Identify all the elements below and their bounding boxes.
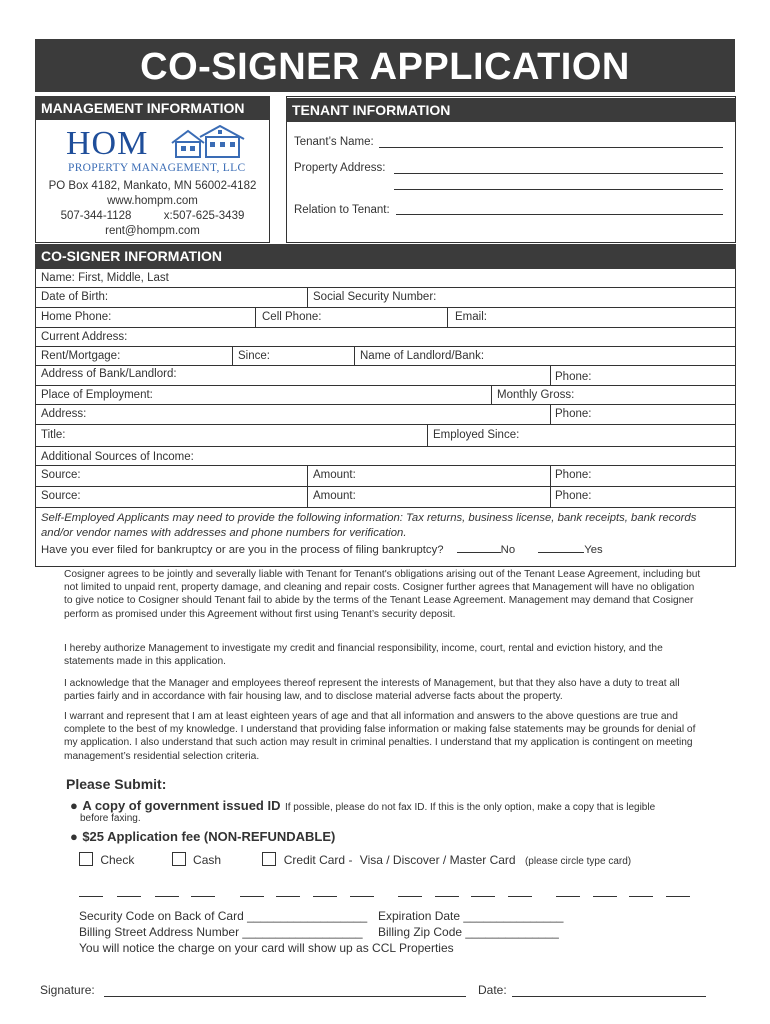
cash-checkbox[interactable] (172, 852, 186, 866)
expiration-field[interactable]: Expiration Date _______________ (378, 909, 564, 923)
source-1-label: Source: (41, 469, 81, 481)
cosigner-row-name[interactable] (35, 269, 736, 288)
cosigner-row-employer-address[interactable] (35, 405, 736, 425)
house-logo-icon (170, 125, 246, 159)
source-1-phone-label: Phone: (555, 469, 592, 481)
date-label: Date: (478, 983, 507, 997)
tenant-name-label: Tenant’s Name: (294, 136, 374, 148)
submit-item-id (70, 797, 720, 815)
card-circle-note: (please circle type card) (524, 856, 632, 867)
employed-since-label: Employed Since: (433, 429, 520, 441)
relation-field[interactable] (396, 214, 723, 215)
cosigner-row-additional-income[interactable] (35, 447, 736, 466)
date-field[interactable] (512, 996, 706, 997)
amount-2-label: Amount: (313, 490, 356, 502)
check-label: Check (100, 853, 135, 867)
employer-phone-label: Phone: (555, 408, 592, 420)
employer-address-label: Address: (41, 408, 87, 420)
company-logo (66, 125, 256, 175)
email-label: Email: (455, 311, 487, 323)
management-phones (35, 209, 270, 224)
page-title: CO-SIGNER APPLICATION (35, 39, 735, 92)
cosigner-row-dob[interactable] (35, 288, 736, 308)
home-phone-label: Home Phone: (41, 311, 112, 323)
tenant-name-field[interactable] (379, 147, 723, 148)
management-address: PO Box 4182, Mankato, MN 56002-4182 (48, 180, 257, 192)
employer-phone-divider (35, 405, 551, 424)
terms-paragraph-2: I hereby authorize Management to investigate my credit and financial responsibility, income, court, rental and eviction history, and the statements made in this application. (64, 643, 663, 668)
since-label: Since: (238, 350, 270, 362)
cash-label: Cash (193, 853, 222, 867)
tenant-heading: TENANT INFORMATION (286, 98, 736, 122)
security-code-field[interactable]: Security Code on Back of Card __________________ (79, 909, 368, 923)
submit-id-note: If possible, please do not fax ID. If this is the only option, make a copy that is legible (284, 802, 656, 813)
billing-zip-field[interactable]: Billing Zip Code ______________ (378, 925, 559, 939)
name-label: Name: First, Middle, Last (41, 272, 169, 284)
bankruptcy-no-blank[interactable] (457, 551, 501, 553)
ssn-label: Social Security Number: (313, 291, 437, 303)
landlord-phone-label: Phone: (555, 371, 592, 383)
property-address-label: Property Address: (294, 162, 386, 174)
cosigner-row-source-1[interactable] (35, 466, 736, 487)
management-heading: MANAGEMENT INFORMATION (35, 96, 270, 120)
amount-2-divider (35, 487, 551, 507)
landlord-phone-divider (35, 366, 551, 385)
cosigner-row-landlord-address[interactable] (35, 366, 736, 386)
cosigner-row-title[interactable] (35, 425, 736, 447)
management-website: www.hompm.com (107, 195, 198, 207)
submit-fee-label: $25 Application fee (NON-REFUNDABLE) (82, 829, 336, 844)
card-types[interactable]: Visa / Discover / Master Card (359, 853, 516, 867)
card-number-field[interactable] (79, 892, 699, 898)
bankruptcy-yes-label: Yes (584, 544, 603, 556)
cosigner-row-rent[interactable] (35, 347, 736, 366)
rent-mortgage-label: Rent/Mortgage: (41, 350, 121, 362)
cosigner-heading: CO-SIGNER INFORMATION (35, 244, 736, 269)
management-fax: x:507-625-3439 (163, 210, 245, 222)
property-address-field[interactable] (394, 173, 723, 174)
management-contact (35, 179, 270, 239)
management-email: rent@hompm.com (105, 225, 200, 237)
charge-note: You will notice the charge on your card will show up as CCL Properties (79, 941, 454, 955)
property-address-field-2[interactable] (394, 189, 723, 190)
bankruptcy-question (41, 544, 603, 556)
employment-divider (35, 386, 492, 404)
since-divider (35, 347, 355, 365)
bankruptcy-yes-blank[interactable] (538, 551, 584, 553)
terms-paragraph-3: I acknowledge that the Manager and employees thereof represent the interests of Management, but that they also have a duty to treat all parties fairly and in accordance with fair housing law, and to disclose material adverse facts about the property. (64, 678, 680, 703)
source-2-label: Source: (41, 490, 81, 502)
cosigner-row-phones[interactable] (35, 308, 736, 328)
amount-1-divider (35, 466, 551, 486)
submit-id-label: A copy of government issued ID (82, 798, 281, 813)
bullet-icon: ● (70, 829, 78, 844)
management-phone: 507-344-1128 (60, 210, 132, 222)
employment-label: Place of Employment: (41, 389, 153, 401)
logo-subtext: PROPERTY MANAGEMENT, LLC (68, 162, 246, 174)
submit-item-fee (70, 828, 335, 846)
check-checkbox[interactable] (79, 852, 93, 866)
submit-id-note-2: before faxing. (80, 813, 141, 824)
amount-1-label: Amount: (313, 469, 356, 481)
cosigner-row-current-address[interactable] (35, 328, 736, 347)
additional-income-label: Additional Sources of Income: (41, 451, 194, 463)
title-divider (35, 425, 428, 446)
landlord-address-label: Address of Bank/Landlord: (41, 368, 177, 380)
cosigner-row-employment[interactable] (35, 386, 736, 405)
relation-label: Relation to Tenant: (294, 204, 390, 216)
dob-label: Date of Birth: (41, 291, 109, 303)
cosigner-row-source-2[interactable] (35, 487, 736, 508)
dob-cell-divider (35, 288, 308, 307)
bullet-icon: ● (70, 798, 78, 813)
logo-text: HOM (66, 125, 149, 162)
signature-field[interactable] (104, 996, 466, 997)
monthly-gross-label: Monthly Gross: (497, 389, 575, 401)
bankruptcy-no-label: No (500, 544, 516, 556)
cell-phone-label: Cell Phone: (262, 311, 322, 323)
credit-card-label: Credit Card - (283, 853, 353, 867)
bankruptcy-label: Have you ever filed for bankruptcy or are you in the process of filing bankruptcy? (41, 544, 444, 556)
terms-paragraph-1: Cosigner agrees to be jointly and severally liable with Tenant for Tenant's obligations arising out of the Tenant Lease Agreement, including but not limited to unpaid rent, property damage, and cleaning and repair costs. Cosigner further agrees that Management will have no obligation to give notice to Cosigner should Tenant fail to abide by the terms of the Tenant Lease Agreement. Management may demand that Cosigner perform as promised under this Agreement without first using Tenant’s security deposit. (64, 569, 701, 620)
payment-method-row (79, 852, 631, 867)
billing-street-field[interactable]: Billing Street Address Number __________________ (79, 925, 363, 939)
signature-label: Signature: (40, 983, 95, 997)
landlord-name-label: Name of Landlord/Bank: (360, 350, 485, 362)
self-employed-note: Self-Employed Applicants may need to provide the following information: Tax returns, business license, bank receipts, bank records and/or vendor names with addresses and phone numbers for verification. (41, 512, 697, 539)
title-label: Title: (41, 429, 66, 441)
current-address-label: Current Address: (41, 331, 128, 343)
terms-paragraph-4: I warrant and represent that I am at least eighteen years of age and that all information and answers to the above questions are true and complete to the best of my knowledge. I understand that providing false information or making false statements may be grounds for denial of my application. I also understand that such action may result in criminal penalties. I understand that my application is contingent on meeting management’s residential selection criteria. (64, 711, 696, 762)
cell-phone-divider (35, 308, 448, 327)
submit-heading: Please Submit: (66, 776, 167, 792)
credit-card-checkbox[interactable] (262, 852, 276, 866)
source-2-phone-label: Phone: (555, 490, 592, 502)
